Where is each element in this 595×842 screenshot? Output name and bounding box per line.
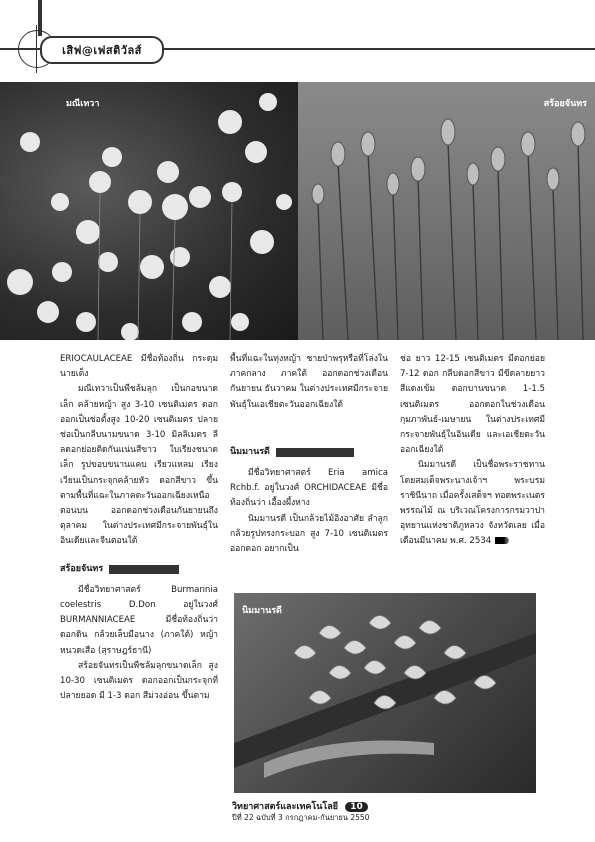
subheading-bar: [276, 448, 354, 457]
paragraph: นิมมานรดี เป็นกล้วยไม้อิงอาศัย ลำลูกกล้วยรูปทรงกระบอก สูง 7-10 เซนติเมตร ออกดอก อยากเป็น: [230, 513, 388, 555]
photo-caption-right: สร้อยจันทร: [543, 99, 587, 109]
purple-flowers-illustration: [298, 82, 595, 340]
paragraph: ช่อ ยาว 12-15 เซนติเมตร มีดอกย่อย 7-12 ดอก กลีบดอกสีขาว มีขีดลายยาว สีแดงเข้ม ดอกบานขนาด 1-1.5 เซนติเมตร ออกดอกในช่วงเดือนกุมภาพันธ์-เมษายน ในต่างประเทศมีกระจายพันธุ์ในอินเดีย และเอเชียตะวันออกเฉียงใต้: [400, 354, 545, 456]
subheading-bar: [109, 565, 179, 574]
text-column-2: [230, 352, 388, 557]
end-mark-icon: [495, 537, 509, 544]
section-title: เสิฟ@เฟสติวัลส์: [40, 36, 164, 64]
subheading-sroichan: [60, 562, 218, 577]
paragraph: ERIOCAULACEAE มีชื่อท้องถิ่น กระดุมนายเต็ง: [60, 354, 218, 380]
subheading-label: สร้อยจันทร: [60, 563, 104, 574]
subheading-label: นิมมานรดี: [230, 446, 270, 457]
photo-caption-bottom: นิมมานรดี: [242, 606, 282, 616]
photo-nimmanradi: [234, 593, 536, 793]
photo-monithewa: [0, 82, 298, 340]
subheading-nimmanradi: [230, 445, 388, 460]
paragraph: มีชื่อวิทยาศาสตร์ Eria amica Rchb.f. อยู่ในวงศ์ ORCHIDACEAE มีชื่อท้องถิ่นว่า เอื้องผึ้งหาง: [230, 468, 388, 509]
page-number: 10: [345, 802, 368, 812]
orchid-illustration: [234, 593, 536, 793]
paragraph: มณีเทวาเป็นพืชล้มลุก เป็นกอขนาดเล็ก คล้ายหญ้า สูง 3-10 เซนติเมตร ดอกออกเป็นช่อตั้งสูง 10-20 เซนติเมตร ปลายช่อเป็นกลีบนามขนาด 3-10 มิลลิเมตร ลีลดอกย่อยติดกันแน่นสีขาว ใบเรียงชนาดเล็ก รูปขอบขนานแคบ เรียวแหลม เรียงเวียนเป็นกระจุกคล้ายหัว ดอกสีขาว ขึ้นตามพื้นที่แฉะในภาคตะวันออกเฉียงเหนือตอนบน ออกดอกช่วงเดือนกันยายนถึงตุลาคม ในต่างประเทศมีกระจายพันธุ์ในอินเดียและจีนตอนใต้: [60, 384, 218, 547]
photo-caption-left: มณีเทวา: [66, 99, 100, 109]
footer-magazine: [232, 799, 368, 813]
paragraph: สร้อยจันทรเป็นพืชล้มลุกขนาดเล็ก สูง 10-30 เซนติเมตร ดอกออกเป็นกระจุกที่ปลายยอด มี 1-3 ดอก สีม่วงอ่อน ขึ้นตาม: [60, 660, 218, 702]
footer-issue: ปีที่ 22 ฉบับที่ 3 กรกฎาคม-กันยายน 2550: [232, 813, 370, 822]
paragraph: มีชื่อวิทยาศาสตร์ Burmannia coelestris D.Don อยู่ในวงศ์ BURMANNIACEAE มีชื่อท้องถิ่นว่า ดอกดิน กล้วยเล็บมือนาง (ภาคใต้) หญ้าหนวดเสือ (สุราษฎร์ธานี): [60, 584, 218, 656]
white-flowers-illustration: [0, 82, 298, 340]
footer-title: วิทยาศาสตร์และเทคโนโลยี: [232, 802, 339, 812]
paragraph: พื้นที่แฉะในทุ่งหญ้า ชายป่าพรุหรือที่โล่งในภาคกลาง ภาคใต้ ออกดอกช่วงเดือนกันยายน ธันวาคม ในต่างประเทศมีกระจายพันธุ์ในเอเชียตะวันออกเฉียงใต้: [230, 354, 388, 410]
text-column-3: [400, 352, 545, 550]
text-column-1: [60, 352, 218, 704]
photo-sroichan: [298, 82, 595, 340]
paragraph: นิมมานรดี เป็นชื่อพระราชทาน โดยสมเด็จพระนางเจ้าฯ พระบรมราชินีนาถ เมื่อครั้งเสด็จฯ ทอดพระเนตรพรรณไม้ ณ บริเวณโครงการกรมวาปา อุทยานแห่งชาติภูหลวง จังหวัดเลย เมื่อเดือนมีนาคม พ.ศ. 2534: [400, 460, 545, 547]
